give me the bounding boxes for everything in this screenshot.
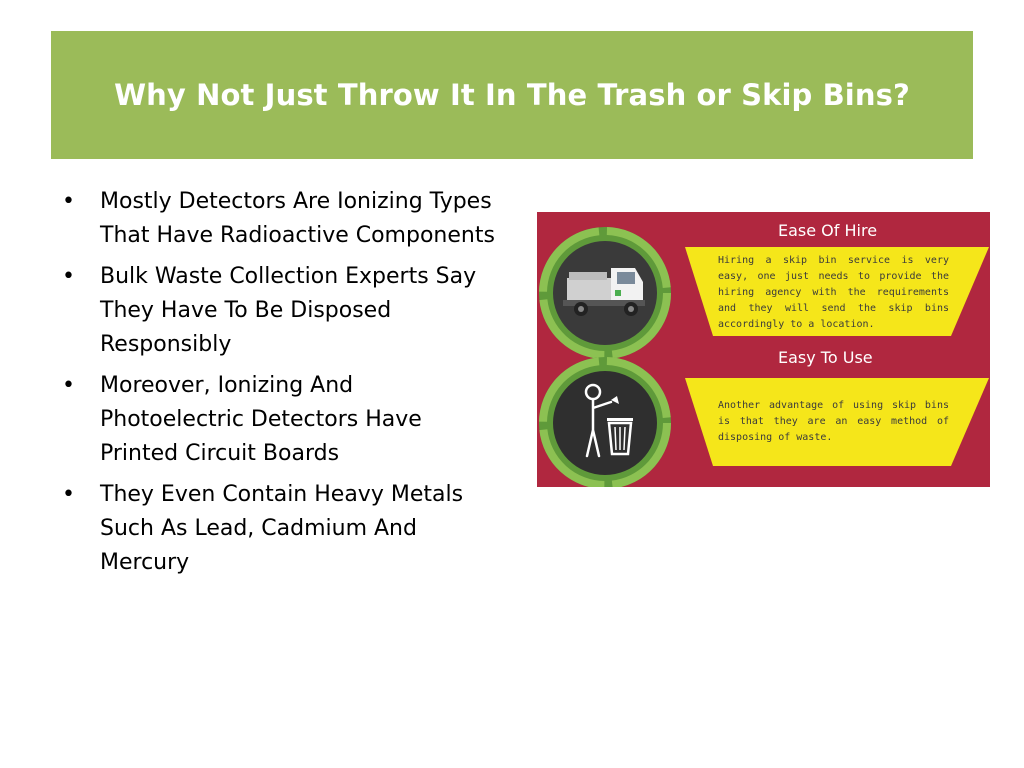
bullet-text: Mostly Detectors Are Ionizing Types That Have Radioactive Components	[100, 189, 495, 248]
bullet-item	[60, 260, 500, 362]
bullet-text: Moreover, Ionizing And Photoelectric Detectors Have Printed Circuit Boards	[100, 373, 422, 466]
bullet-symbol: •	[62, 482, 75, 507]
bullet-text: Bulk Waste Collection Experts Say They Have To Be Disposed Responsibly	[100, 264, 477, 357]
truck-icon	[539, 227, 671, 359]
bullet-symbol: •	[62, 264, 75, 289]
bullet-item	[60, 369, 500, 471]
section-text-easy-to-use: Another advantage of using skip bins is that they are an easy method of disposing of waste.	[718, 400, 949, 443]
section-heading-ease-of-hire: Ease Of Hire	[778, 221, 878, 240]
bullet-symbol: •	[62, 373, 75, 398]
slide-title: Why Not Just Throw It In The Trash or Skip Bins?	[114, 78, 910, 112]
bullet-item	[60, 185, 500, 253]
bullet-symbol: •	[62, 189, 75, 214]
section-text-ease-of-hire: Hiring a skip bin service is very easy, one just needs to provide the hiring agency with the requirements and they will send the skip bins accordingly to a location.	[718, 255, 949, 330]
bullet-item	[60, 478, 500, 580]
section-heading-easy-to-use: Easy To Use	[778, 348, 873, 367]
title-bar	[51, 31, 973, 159]
bullet-text: They Even Contain Heavy Metals Such As Lead, Cadmium And Mercury	[100, 482, 464, 575]
bullet-list	[60, 185, 500, 587]
infographic-image	[537, 212, 990, 487]
trash-bin-icon	[539, 357, 671, 487]
